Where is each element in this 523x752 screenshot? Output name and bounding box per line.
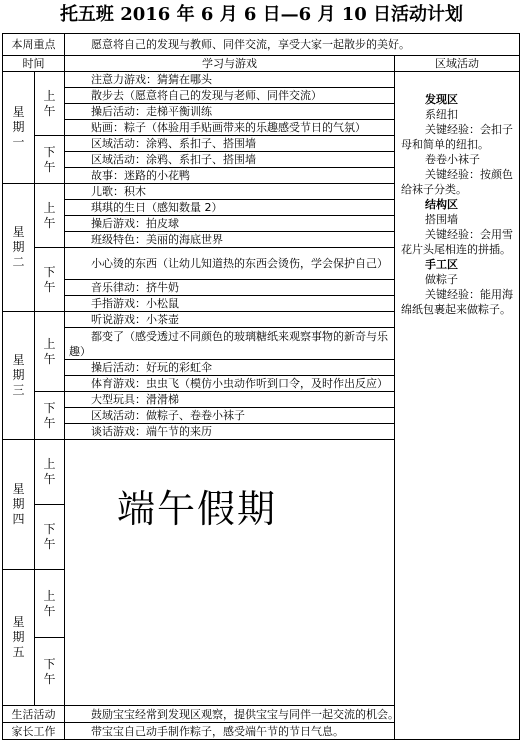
region-activities — [395, 72, 520, 740]
region-name: 手工区 — [425, 258, 458, 271]
parent-label: 家长工作 — [3, 723, 65, 740]
pm-label: 下 午 — [35, 505, 65, 570]
activity-item: 大型玩具：滑滑梯 — [65, 392, 395, 408]
time-header: 时间 — [3, 56, 65, 72]
activity-item: 听说游戏：小茶壶 — [65, 312, 395, 328]
region-key-experience: 关键经验：按颜色给袜子分类。 — [401, 168, 513, 196]
holiday-cell — [65, 440, 395, 706]
region-key-experience: 关键经验：会扣子母和简单的纽扣。 — [401, 123, 513, 151]
am-label: 上 午 — [35, 72, 65, 136]
am-label: 上 午 — [35, 312, 65, 392]
activity-item: 贴画：粽子（体验用手贴画带来的乐趣感受节日的气氛） — [65, 120, 395, 136]
activity-item: 操后活动：走梯平衡训练 — [65, 104, 395, 120]
page-title: 托五班 2016 年 6 月 6 日—6 月 10 日活动计划 — [59, 4, 464, 25]
am-label: 上 午 — [35, 570, 65, 638]
activity-item: 注意力游戏：猜猜在哪头 — [65, 72, 395, 88]
pm-label: 下 午 — [35, 392, 65, 440]
day-label-monday: 星 期 一 — [3, 72, 35, 184]
activity-item: 体育游戏：虫虫飞（模仿小虫动作听到口令，及时作出反应） — [65, 376, 395, 392]
region-group — [401, 197, 513, 257]
activity-item: 音乐律动：挤牛奶 — [65, 280, 395, 296]
activity-item: 区域活动：做粽子、卷卷小袜子 — [65, 408, 395, 424]
weekly-plan-table — [2, 33, 520, 740]
activity-item: 儿歌：积木 — [65, 184, 395, 200]
parent-text: 带宝宝自己动手制作粽子，感受端午节的节日气息。 — [65, 723, 520, 740]
region-item: 卷卷小袜子 — [425, 153, 480, 166]
holiday-text: 端午假期 — [117, 487, 278, 531]
region-item: 系纽扣 — [425, 108, 458, 121]
region-name: 发现区 — [425, 93, 458, 106]
activity-item: 操后活动：好玩的彩虹伞 — [65, 360, 395, 376]
region-key-experience: 关键经验：会用雪花片头尾相连的拼插。 — [401, 228, 513, 256]
activity-item: 班级特色：美丽的海底世界 — [65, 232, 395, 248]
region-group — [401, 152, 513, 197]
life-text: 鼓励宝宝经常到发现区观察，提供宝宝与同伴一起交流的机会。 — [65, 706, 520, 723]
header-row — [3, 56, 520, 72]
focus-text: 愿意将自己的发现与教师、同伴交流，享受大家一起散步的美好。 — [65, 34, 520, 56]
activity-item: 手指游戏：小松鼠 — [65, 296, 395, 312]
learning-header: 学习与游戏 — [65, 56, 395, 72]
activity-item: 操后游戏：拍皮球 — [65, 216, 395, 232]
pm-label: 下 午 — [35, 638, 65, 706]
activity-item: 小心烫的东西（让幼儿知道热的东西会烫伤，学会保护自己） — [65, 248, 395, 280]
region-name: 结构区 — [425, 198, 458, 211]
activity-item: 都变了（感受透过不同颜色的玻璃糖纸来观察事物的新奇与乐趣） — [65, 328, 395, 360]
region-key-experience: 关键经验：能用海绵纸包裹起来做粽子。 — [401, 288, 513, 316]
activity-item: 区域活动：涂鸦、系扣子、搭围墙 — [65, 136, 395, 152]
activity-item: 散步去（愿意将自己的发现与老师、同伴交流） — [65, 88, 395, 104]
day-label-tuesday: 星 期 二 — [3, 184, 35, 312]
day-label-wednesday: 星 期 三 — [3, 312, 35, 440]
region-item: 搭围墙 — [425, 213, 458, 226]
region-group — [401, 257, 513, 317]
pm-label: 下 午 — [35, 136, 65, 184]
am-label: 上 午 — [35, 440, 65, 505]
pm-label: 下 午 — [35, 248, 65, 312]
am-label: 上 午 — [35, 184, 65, 248]
focus-row — [3, 34, 520, 56]
day-label-friday: 星 期 五 — [3, 570, 35, 706]
focus-label: 本周重点 — [3, 34, 65, 56]
region-header: 区域活动 — [395, 56, 520, 72]
life-row — [3, 706, 520, 723]
life-label: 生活活动 — [3, 706, 65, 723]
parent-row — [3, 723, 520, 740]
activity-item: 琪琪的生日（感知数量 2） — [65, 200, 395, 216]
activity-item: 谈话游戏：端午节的来历 — [65, 424, 395, 440]
region-group — [401, 92, 513, 152]
activity-item: 故事：迷路的小花鸭 — [65, 168, 395, 184]
activity-item: 区域活动：涂鸦、系扣子、搭围墙 — [65, 152, 395, 168]
day-label-thursday: 星 期 四 — [3, 440, 35, 570]
region-item: 做粽子 — [425, 273, 458, 286]
